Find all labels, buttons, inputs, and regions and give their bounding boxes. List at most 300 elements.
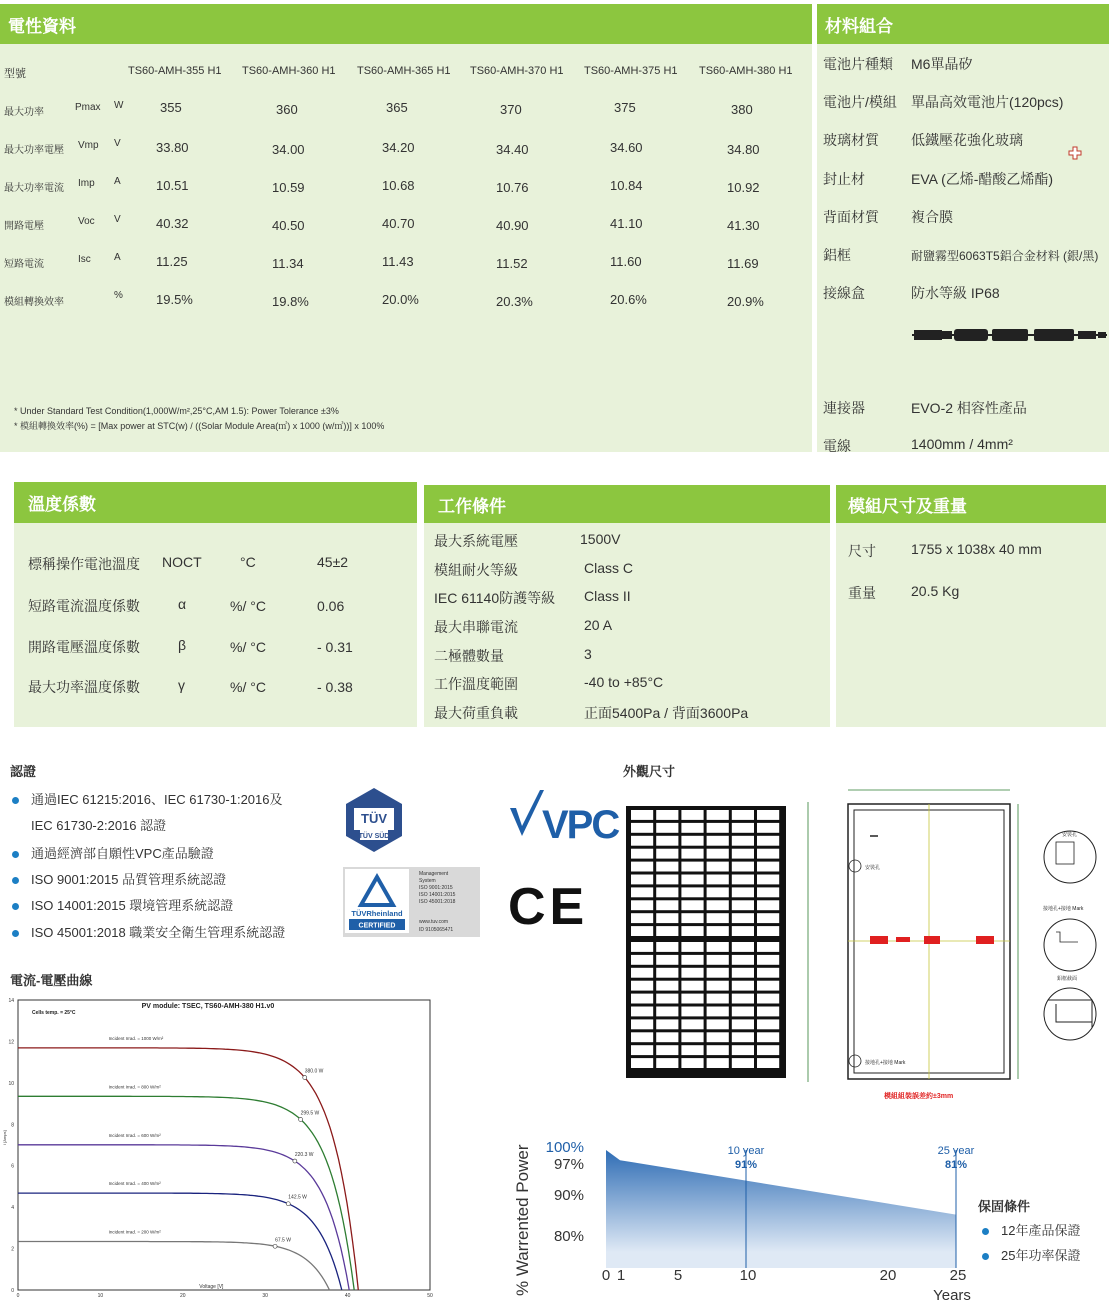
iv-ytick: 10 bbox=[8, 1080, 14, 1087]
solar-cell bbox=[681, 900, 703, 910]
certification-text: ISO 9001:2015 品質管理系統認證 bbox=[31, 872, 227, 887]
solar-cell bbox=[681, 994, 703, 1004]
warranty-bottom-band bbox=[606, 1252, 956, 1268]
solar-cell bbox=[707, 981, 729, 991]
material-value: EVA (乙烯-醋酸乙烯酯) bbox=[911, 171, 1054, 187]
bullet-icon bbox=[12, 903, 19, 910]
material-value: 耐鹽霧型6063T5鋁合金材料 (銀/黑) bbox=[911, 249, 1099, 263]
temp-symbol: α bbox=[178, 596, 187, 612]
temp-label: 開路電壓溫度係數 bbox=[28, 639, 140, 655]
svg-text:ISO 9001:2015: ISO 9001:2015 bbox=[419, 885, 453, 891]
solar-cell bbox=[732, 823, 754, 833]
param-unit: % bbox=[114, 290, 123, 301]
param-symbol: Vmp bbox=[78, 140, 99, 151]
warranty-xtick: 1 bbox=[616, 1267, 626, 1284]
warranty-title: 保固條件 bbox=[978, 1199, 1031, 1214]
svg-text:ID 9105065471: ID 9105065471 bbox=[419, 927, 454, 933]
operating-value: Class C bbox=[584, 560, 634, 576]
certification-item bbox=[12, 895, 233, 914]
param-value: 11.43 bbox=[382, 254, 414, 269]
iv-mpp-point bbox=[303, 1076, 307, 1080]
warranty-annotation-label: 10 year bbox=[727, 1145, 765, 1157]
solar-cell bbox=[757, 1007, 779, 1017]
param-value: 40.32 bbox=[156, 216, 189, 231]
solar-cell bbox=[681, 955, 703, 965]
bullet-icon bbox=[12, 851, 19, 858]
warranty-ytick: 90% bbox=[553, 1187, 584, 1204]
solar-cell bbox=[732, 1019, 754, 1029]
param-value: 10.59 bbox=[272, 180, 305, 195]
solar-cell bbox=[707, 823, 729, 833]
solar-cell bbox=[631, 849, 653, 859]
solar-cell bbox=[631, 823, 653, 833]
material-value: 1400mm / 4mm² bbox=[911, 436, 1013, 452]
solar-cell bbox=[681, 849, 703, 859]
param-unit: A bbox=[114, 176, 121, 187]
param-value: 11.60 bbox=[610, 254, 642, 269]
solar-cell bbox=[631, 875, 653, 885]
svg-text:Management: Management bbox=[419, 871, 449, 877]
warranty-chart bbox=[508, 1110, 978, 1306]
warranty-item-product: 12年產品保證 bbox=[982, 1220, 1080, 1239]
material-label: 電池片種類 bbox=[823, 56, 893, 72]
operating-title: 工作條件 bbox=[424, 485, 830, 523]
iv-xtick: 0 bbox=[16, 1293, 20, 1299]
solar-cell bbox=[656, 955, 678, 965]
warranty-ytick: 80% bbox=[553, 1228, 584, 1245]
iv-series-label: Incident Irrad. = 600 W/m² bbox=[108, 1132, 161, 1138]
bullet-icon bbox=[982, 1228, 989, 1235]
certification-item bbox=[12, 789, 283, 808]
param-value: 380 bbox=[731, 102, 753, 117]
material-label: 背面材質 bbox=[823, 209, 879, 225]
solar-cell bbox=[631, 942, 653, 952]
bullet-icon bbox=[12, 797, 19, 804]
param-value: 10.51 bbox=[156, 178, 189, 193]
solar-cell bbox=[757, 1019, 779, 1029]
stc-note: * Under Standard Test Condition(1,000W/m²,25°C,AM 1.5): Power Tolerance ±3% bbox=[14, 406, 339, 416]
solar-cell bbox=[631, 981, 653, 991]
dimension-label: 尺寸 bbox=[848, 543, 876, 559]
model-label: 型號 bbox=[4, 68, 26, 80]
solar-cell bbox=[656, 913, 678, 923]
certification-title: 認證 bbox=[10, 764, 37, 779]
solar-cell bbox=[757, 994, 779, 1004]
svg-text:模組組裝誤差約±3mm: 模組組裝誤差約±3mm bbox=[884, 1093, 954, 1100]
solar-cell bbox=[631, 836, 653, 846]
operating-value: Class II bbox=[584, 588, 631, 604]
model-name: TS60-AMH-375 H1 bbox=[584, 65, 678, 77]
param-symbol: Voc bbox=[78, 216, 95, 227]
svg-text:VPC: VPC bbox=[542, 803, 619, 847]
solar-cell bbox=[631, 862, 653, 872]
solar-cell bbox=[656, 942, 678, 952]
iv-xtick: 10 bbox=[97, 1293, 104, 1299]
model-name: TS60-AMH-355 H1 bbox=[128, 65, 222, 77]
param-value: 40.70 bbox=[382, 216, 415, 231]
solar-cell bbox=[707, 955, 729, 965]
solar-cell bbox=[757, 862, 779, 872]
param-unit: W bbox=[114, 100, 124, 111]
solar-cell bbox=[732, 875, 754, 885]
solar-cell bbox=[681, 942, 703, 952]
material-value: M6單晶矽 bbox=[911, 56, 973, 72]
param-value: 10.84 bbox=[610, 178, 643, 193]
solar-cell bbox=[681, 836, 703, 846]
warranty-ytick: 97% bbox=[553, 1156, 584, 1173]
certification-item bbox=[12, 922, 285, 941]
solar-cell bbox=[757, 981, 779, 991]
param-unit: V bbox=[114, 138, 121, 149]
param-value: 19.8% bbox=[272, 294, 309, 309]
certification-text: 通過IEC 61215:2016、IEC 61730-1:2016及 bbox=[31, 792, 283, 807]
solar-cell bbox=[656, 1045, 678, 1055]
certification-item bbox=[31, 815, 166, 834]
param-symbol: Imp bbox=[78, 178, 95, 189]
operating-value: -40 to +85°C bbox=[584, 674, 664, 690]
solar-cell bbox=[732, 1007, 754, 1017]
iv-mpp-point bbox=[299, 1117, 303, 1121]
solar-cell bbox=[732, 968, 754, 978]
param-value: 19.5% bbox=[156, 292, 193, 307]
param-value: 40.90 bbox=[496, 218, 529, 233]
solar-cell bbox=[757, 900, 779, 910]
solar-cell bbox=[681, 1007, 703, 1017]
temp-label: 最大功率溫度係數 bbox=[28, 679, 140, 695]
temperature-title: 溫度係數 bbox=[14, 482, 417, 523]
solar-cell bbox=[681, 1045, 703, 1055]
solar-cell bbox=[707, 994, 729, 1004]
solar-cell bbox=[707, 875, 729, 885]
solar-cell bbox=[707, 836, 729, 846]
warranty-annotation-value: 81% bbox=[944, 1159, 968, 1171]
iv-ytick: 4 bbox=[11, 1205, 14, 1212]
param-symbol: Pmax bbox=[75, 102, 101, 113]
svg-text:ISO 45001:2018: ISO 45001:2018 bbox=[419, 899, 456, 905]
solar-cell bbox=[681, 1058, 703, 1068]
material-value: 單晶高效電池片(120pcs) bbox=[911, 94, 1064, 110]
warranty-item-power: 25年功率保證 bbox=[982, 1245, 1080, 1264]
temp-value: - 0.31 bbox=[317, 639, 353, 655]
solar-cell bbox=[732, 994, 754, 1004]
material-label: 鋁框 bbox=[823, 247, 851, 263]
solar-cell bbox=[732, 926, 754, 936]
certification-text: 通過經濟部自願性VPC產品驗證 bbox=[31, 846, 214, 861]
solar-cell bbox=[656, 810, 678, 820]
svg-text:CERTIFIED: CERTIFIED bbox=[358, 922, 396, 930]
tuv-sud-logo bbox=[340, 786, 408, 854]
solar-cell bbox=[656, 994, 678, 1004]
solar-cell bbox=[757, 1045, 779, 1055]
operating-value: 3 bbox=[584, 646, 592, 662]
solar-cell bbox=[757, 887, 779, 897]
solar-cell bbox=[631, 1045, 653, 1055]
material-label: 電池片/模組 bbox=[823, 94, 897, 110]
svg-text:鋁框截面: 鋁框截面 bbox=[1057, 976, 1078, 982]
solar-cell bbox=[732, 1045, 754, 1055]
solar-cell bbox=[681, 1019, 703, 1029]
param-value: 11.52 bbox=[496, 256, 528, 271]
param-label: 模組轉換效率 bbox=[4, 297, 64, 308]
param-value: 370 bbox=[500, 102, 522, 117]
solar-cell bbox=[656, 862, 678, 872]
iv-series-label: Incident Irrad. = 200 W/m² bbox=[108, 1229, 161, 1235]
temp-label: 標稱操作電池溫度 bbox=[28, 556, 140, 572]
warranty-annotation-label: 25 year bbox=[937, 1145, 975, 1157]
param-value: 10.68 bbox=[382, 178, 415, 193]
solar-cell bbox=[631, 968, 653, 978]
iv-ylabel: I [Amps] bbox=[2, 1130, 7, 1145]
iv-series-label: Incident Irrad. = 800 W/m² bbox=[108, 1084, 161, 1090]
plus-cursor-icon bbox=[1068, 146, 1082, 160]
svg-text:安裝孔: 安裝孔 bbox=[865, 865, 881, 871]
warranty-ylabel: % Warrented Power bbox=[513, 1144, 532, 1296]
solar-cell bbox=[732, 810, 754, 820]
solar-cell bbox=[732, 1032, 754, 1042]
solar-cell bbox=[732, 942, 754, 952]
dimensions-title: 模組尺寸及重量 bbox=[836, 485, 1106, 523]
solar-cell bbox=[681, 926, 703, 936]
iv-ytick: 6 bbox=[11, 1163, 14, 1170]
solar-cell bbox=[656, 1019, 678, 1029]
svg-text:www.tuv.com: www.tuv.com bbox=[419, 919, 449, 925]
svg-text:ISO 14001:2015: ISO 14001:2015 bbox=[419, 892, 456, 898]
solar-cell bbox=[707, 1058, 729, 1068]
solar-cell bbox=[757, 1058, 779, 1068]
operating-label: 模組耐火等級 bbox=[434, 562, 518, 578]
iv-xlabel: Voltage [V] bbox=[199, 1284, 224, 1290]
solar-cell bbox=[757, 926, 779, 936]
cable-connector-icon bbox=[912, 326, 1107, 344]
operating-value: 20 A bbox=[584, 617, 613, 633]
svg-text:接地孔+接地 Mark: 接地孔+接地 Mark bbox=[865, 1060, 906, 1066]
material-label: 電線 bbox=[823, 438, 851, 454]
solar-cell bbox=[757, 942, 779, 952]
solar-cell bbox=[631, 810, 653, 820]
svg-text:安裝孔: 安裝孔 bbox=[1062, 832, 1078, 838]
material-label: 玻璃材質 bbox=[823, 132, 879, 148]
certification-text: ISO 14001:2015 環境管理系統認證 bbox=[31, 898, 234, 913]
bullet-icon bbox=[12, 877, 19, 884]
certification-text: IEC 61730-2:2016 認證 bbox=[31, 818, 167, 833]
solar-cell bbox=[707, 1007, 729, 1017]
solar-cell bbox=[732, 1058, 754, 1068]
solar-cell bbox=[707, 1019, 729, 1029]
param-value: 34.40 bbox=[496, 142, 529, 157]
solar-cell bbox=[757, 836, 779, 846]
iv-xtick: 30 bbox=[262, 1293, 268, 1299]
iv-mpp-label: 380.0 W bbox=[304, 1068, 324, 1075]
iv-xtick: 50 bbox=[427, 1293, 433, 1299]
solar-cell bbox=[757, 913, 779, 923]
solar-cell bbox=[656, 1058, 678, 1068]
warranty-xlabel: Years bbox=[933, 1287, 971, 1304]
warranty-xtick: 20 bbox=[879, 1267, 897, 1284]
warranty-ytick: 100% bbox=[545, 1139, 584, 1156]
temp-value: 0.06 bbox=[317, 598, 345, 614]
vpc-logo bbox=[508, 788, 619, 847]
solar-cell bbox=[707, 942, 729, 952]
iv-ytick: 2 bbox=[11, 1246, 14, 1253]
solar-cell bbox=[656, 887, 678, 897]
solar-cell bbox=[707, 810, 729, 820]
iv-curve-title: 電流-電壓曲線 bbox=[10, 973, 93, 988]
bullet-icon bbox=[982, 1253, 989, 1260]
warranty-annotation-value: 91% bbox=[734, 1159, 758, 1171]
warranty-area bbox=[606, 1150, 956, 1252]
material-label: 封止材 bbox=[823, 171, 865, 187]
svg-text:CE: CE bbox=[508, 878, 589, 936]
svg-text:System: System bbox=[419, 878, 436, 884]
temp-label: 短路電流溫度係數 bbox=[28, 598, 140, 614]
solar-cell bbox=[732, 887, 754, 897]
operating-value: 1500V bbox=[580, 531, 621, 547]
solar-cell bbox=[732, 981, 754, 991]
solar-cell bbox=[656, 968, 678, 978]
model-name: TS60-AMH-365 H1 bbox=[357, 65, 451, 77]
temp-symbol: NOCT bbox=[162, 554, 202, 570]
operating-label: 最大荷重負載 bbox=[434, 705, 518, 721]
temp-unit: °C bbox=[240, 554, 256, 570]
solar-cell bbox=[681, 823, 703, 833]
param-value: 20.9% bbox=[727, 294, 764, 309]
solar-cell bbox=[656, 875, 678, 885]
param-label: 開路電壓 bbox=[4, 221, 44, 232]
iv-ytick: 8 bbox=[11, 1122, 14, 1129]
param-value: 41.10 bbox=[610, 216, 643, 231]
warranty-xtick: 10 bbox=[739, 1267, 757, 1284]
material-value: 複合膜 bbox=[911, 209, 953, 225]
certification-item bbox=[12, 843, 214, 862]
iv-mpp-point bbox=[293, 1159, 297, 1163]
solar-cell bbox=[707, 968, 729, 978]
param-value: 20.6% bbox=[610, 292, 647, 307]
param-value: 10.92 bbox=[727, 180, 760, 195]
solar-cell bbox=[707, 926, 729, 936]
module-rear-drawing bbox=[800, 782, 1105, 1100]
solar-cell bbox=[732, 955, 754, 965]
iv-ytick: 14 bbox=[8, 998, 14, 1004]
solar-cell bbox=[631, 994, 653, 1004]
solar-cell bbox=[681, 875, 703, 885]
solar-cell bbox=[656, 900, 678, 910]
svg-text:TÜVRheinland: TÜVRheinland bbox=[351, 909, 403, 918]
param-symbol: Isc bbox=[78, 254, 91, 265]
param-value: 11.69 bbox=[727, 256, 759, 271]
iv-series-label: Incident Irrad. = 400 W/m² bbox=[108, 1181, 161, 1187]
param-label: 最大功率電壓 bbox=[4, 145, 64, 156]
solar-cell bbox=[631, 887, 653, 897]
param-value: 20.0% bbox=[382, 292, 419, 307]
certification-item bbox=[12, 869, 226, 888]
operating-label: 最大系統電壓 bbox=[434, 533, 518, 549]
dimension-value: 20.5 Kg bbox=[911, 583, 960, 599]
solar-cell bbox=[707, 887, 729, 897]
temp-value: - 0.38 bbox=[317, 679, 353, 695]
solar-cell bbox=[681, 810, 703, 820]
operating-label: 二極體數量 bbox=[434, 648, 504, 664]
iv-mpp-point bbox=[273, 1244, 277, 1248]
material-value: 防水等級 IP68 bbox=[911, 285, 1000, 301]
operating-label: 工作溫度範圍 bbox=[434, 676, 518, 692]
param-unit: V bbox=[114, 214, 121, 225]
iv-mpp-point bbox=[286, 1202, 290, 1206]
solar-cell bbox=[757, 875, 779, 885]
ce-logo bbox=[508, 876, 589, 936]
solar-cell bbox=[707, 1032, 729, 1042]
param-value: 41.30 bbox=[727, 218, 760, 233]
solar-cell bbox=[656, 823, 678, 833]
param-value: 360 bbox=[276, 102, 298, 117]
solar-cell bbox=[757, 849, 779, 859]
efficiency-note: * 模組轉換效率(%) = [Max power at STC(w) / ((Solar Module Area(㎡) x 1000 (w/㎡))] x 100% bbox=[14, 421, 385, 431]
solar-cell bbox=[681, 913, 703, 923]
param-value: 11.25 bbox=[156, 254, 188, 269]
solar-cell bbox=[631, 926, 653, 936]
bullet-icon bbox=[12, 930, 19, 937]
solar-cell bbox=[681, 981, 703, 991]
svg-text:接地孔+接地 Mark: 接地孔+接地 Mark bbox=[1043, 906, 1084, 912]
warranty-xtick: 0 bbox=[601, 1267, 611, 1284]
iv-ytick: 12 bbox=[8, 1039, 14, 1046]
svg-text:TÜV: TÜV bbox=[361, 811, 387, 826]
param-label: 最大功率 bbox=[4, 107, 44, 118]
electrical-title: 電性資料 bbox=[0, 4, 812, 44]
temp-symbol: γ bbox=[178, 677, 185, 693]
material-label: 連接器 bbox=[823, 400, 865, 416]
param-unit: A bbox=[114, 252, 121, 263]
iv-ytick: 0 bbox=[11, 1288, 14, 1294]
solar-cell bbox=[656, 1007, 678, 1017]
material-value: 低鐵壓花強化玻璃 bbox=[911, 132, 1023, 148]
operating-label: 最大串聯電流 bbox=[434, 619, 518, 635]
solar-cell bbox=[757, 810, 779, 820]
param-value: 10.76 bbox=[496, 180, 529, 195]
material-label: 接線盒 bbox=[823, 285, 865, 301]
solar-cell bbox=[757, 955, 779, 965]
solar-cell bbox=[681, 1032, 703, 1042]
solar-cell bbox=[656, 926, 678, 936]
solar-cell bbox=[631, 955, 653, 965]
solar-cell bbox=[707, 1045, 729, 1055]
iv-xtick: 40 bbox=[344, 1293, 351, 1299]
solar-cell bbox=[631, 1019, 653, 1029]
material-value: EVO-2 相容性產品 bbox=[911, 400, 1027, 416]
solar-cell bbox=[656, 981, 678, 991]
param-value: 34.00 bbox=[272, 142, 305, 157]
dimension-value: 1755 x 1038x 40 mm bbox=[911, 541, 1042, 557]
iv-mpp-label: 220.3 W bbox=[294, 1152, 314, 1159]
param-label: 短路電流 bbox=[4, 259, 44, 270]
certification-text: ISO 45001:2018 職業安全衛生管理系統認證 bbox=[31, 925, 286, 940]
solar-cell bbox=[732, 836, 754, 846]
temp-unit: %/ °C bbox=[230, 639, 266, 655]
param-value: 40.50 bbox=[272, 218, 305, 233]
iv-xtick: 20 bbox=[180, 1293, 186, 1299]
param-value: 34.80 bbox=[727, 142, 760, 157]
solar-cell bbox=[757, 823, 779, 833]
warranty-xtick: 25 bbox=[949, 1267, 967, 1284]
tuv-rheinland-logo bbox=[343, 867, 480, 937]
solar-cell bbox=[707, 913, 729, 923]
solar-cell bbox=[656, 849, 678, 859]
param-value: 34.20 bbox=[382, 140, 415, 155]
temp-value: 45±2 bbox=[317, 554, 349, 570]
tuv-sud-text: TÜV SÜD bbox=[358, 833, 390, 840]
solar-cell bbox=[631, 1058, 653, 1068]
param-value: 375 bbox=[614, 100, 636, 115]
operating-label: IEC 61140防護等級 bbox=[434, 590, 556, 606]
